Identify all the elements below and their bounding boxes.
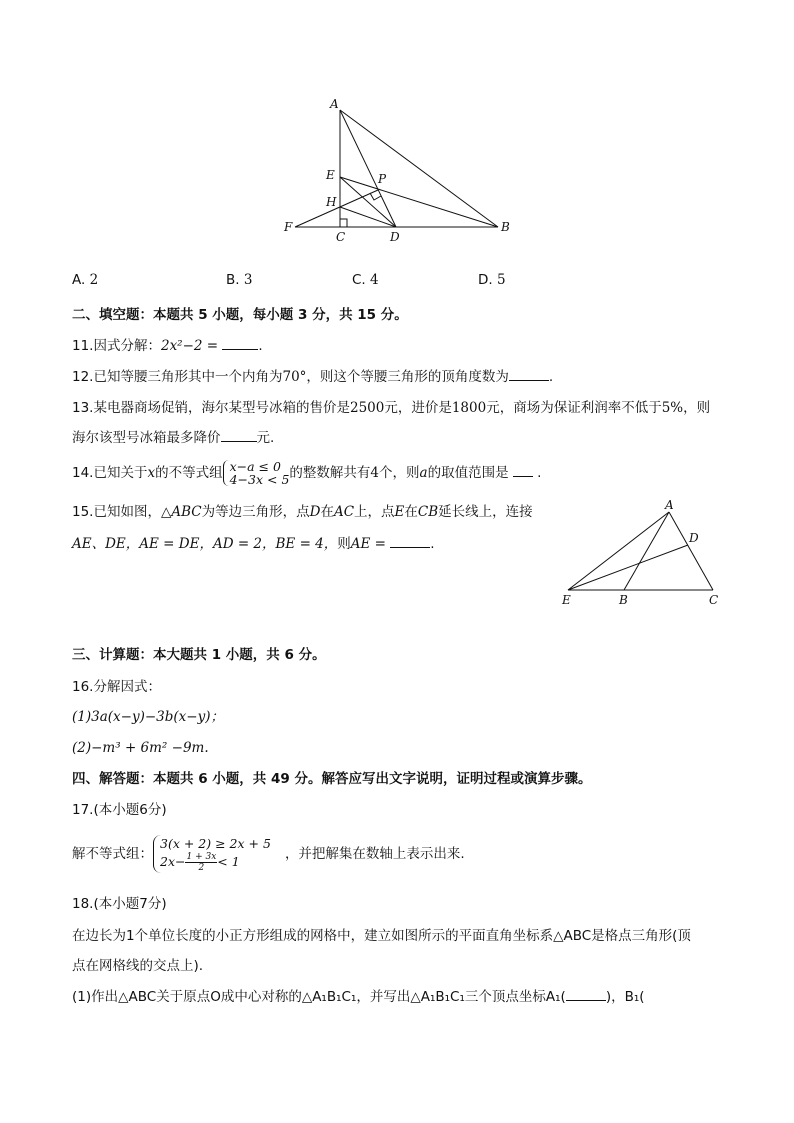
question-13-line-2: 海尔该型号冰箱最多降价 元. — [72, 430, 275, 446]
question-15-line-1: 15.已知如图，△ABC为等边三角形，点D在AC上，点E在CB延长线上，连接 — [72, 504, 533, 520]
segment-AB — [624, 512, 669, 590]
answer-blank[interactable] — [513, 463, 533, 477]
label-E: E — [562, 593, 571, 607]
question-13-line-1: 13.某电器商场促销，海尔某型号冰箱的售价是2500元，进价是1800元，商场为保证利润率不低于5%，则 — [72, 400, 711, 416]
option-d[interactable]: D. 5 — [478, 272, 506, 288]
label-C: C — [709, 593, 719, 607]
question-17-title: 17.(本小题6分) — [72, 802, 167, 818]
section-2-title: 二、填空题：本题共 5 小题，每小题 3 分，共 15 分。 — [72, 307, 408, 323]
answer-blank[interactable] — [222, 336, 258, 350]
question-16-title: 16.分解因式： — [72, 679, 161, 695]
question-14: 14.已知关于x的不等式组 x−a ≤ 0 4−3x < 5 的整数解共有4个，则a的取值范围是 . — [72, 459, 542, 487]
figure-1-triangle — [280, 95, 520, 245]
question-16-part-1: (1)3a(x−y)−3b(x−y)； — [72, 709, 224, 725]
label-F: F — [284, 220, 293, 234]
right-angle-P — [370, 193, 381, 200]
inequality-system: x−a ≤ 0 4−3x < 5 — [223, 460, 290, 486]
answer-blank[interactable] — [509, 367, 549, 381]
label-P: P — [378, 172, 387, 186]
option-a[interactable]: A. 2 — [72, 272, 99, 288]
question-18-line-2: 点在网格线的交点上). — [72, 958, 204, 974]
question-11: 11.因式分解：2x²−2 = . — [72, 338, 263, 354]
right-angle-C — [340, 219, 347, 227]
question-18-title: 18.(本小题7分) — [72, 896, 167, 912]
segment-ED — [340, 177, 396, 227]
question-15-line-2: AE、DE，AE = DE，AD = 2，BE = 4，则AE = . — [72, 536, 435, 552]
option-c[interactable]: C. 4 — [352, 272, 379, 288]
segment-AD — [340, 110, 396, 227]
label-A: A — [330, 97, 339, 111]
section-4-title: 四、解答题：本题共 6 小题，共 49 分。解答应写出文字说明，证明过程或演算步骤。 — [72, 771, 592, 787]
answer-blank[interactable] — [221, 428, 257, 442]
segment-AC — [669, 512, 713, 590]
answer-blank[interactable] — [566, 987, 606, 1001]
section-3-title: 三、计算题：本大题共 1 小题，共 6 分。 — [72, 647, 326, 663]
option-b[interactable]: B. 3 — [226, 272, 253, 288]
figure-2-equilateral-triangle — [558, 498, 728, 610]
label-H: H — [326, 195, 337, 209]
question-17: 解不等式组： 3(x + 2) ≥ 2x + 5 2x− $\frac{1 + 3x}{2}$ < 1 ，并把解集在数轴上表示出来. — [72, 836, 465, 873]
question-18-line-1: 在边长为1个单位长度的小正方形组成的网格中，建立如图所示的平面直角坐标系△ABC是格点三角形(顶 — [72, 928, 691, 944]
segment-AE — [568, 512, 669, 590]
label-C: C — [336, 230, 346, 244]
answer-blank[interactable] — [390, 534, 430, 548]
fraction: $\frac{1 + 3x}{2}$ — [186, 852, 217, 873]
inequality-system: 3(x + 2) ≥ 2x + 5 2x− $\frac{1 + 3x}{2}$ < 1 — [153, 835, 271, 873]
question-12: 12.已知等腰三角形其中一个内角为70°，则这个等腰三角形的顶角度数为 . — [72, 369, 554, 385]
segment-FP — [295, 190, 378, 227]
label-A: A — [665, 498, 674, 512]
segment-AB — [340, 110, 498, 227]
label-B: B — [619, 593, 628, 607]
question-18-line-3: (1)作出△ABC关于原点O成中心对称的△A₁B₁C₁，并写出△A₁B₁C₁三个顶点坐标A₁( )，B₁( — [72, 989, 645, 1005]
segment-EB — [340, 177, 498, 227]
label-D: D — [689, 531, 699, 545]
label-B: B — [501, 220, 510, 234]
question-16-part-2: (2)−m³ + 6m² −9m. — [72, 740, 209, 756]
label-D: D — [390, 230, 400, 244]
label-E: E — [326, 168, 335, 182]
